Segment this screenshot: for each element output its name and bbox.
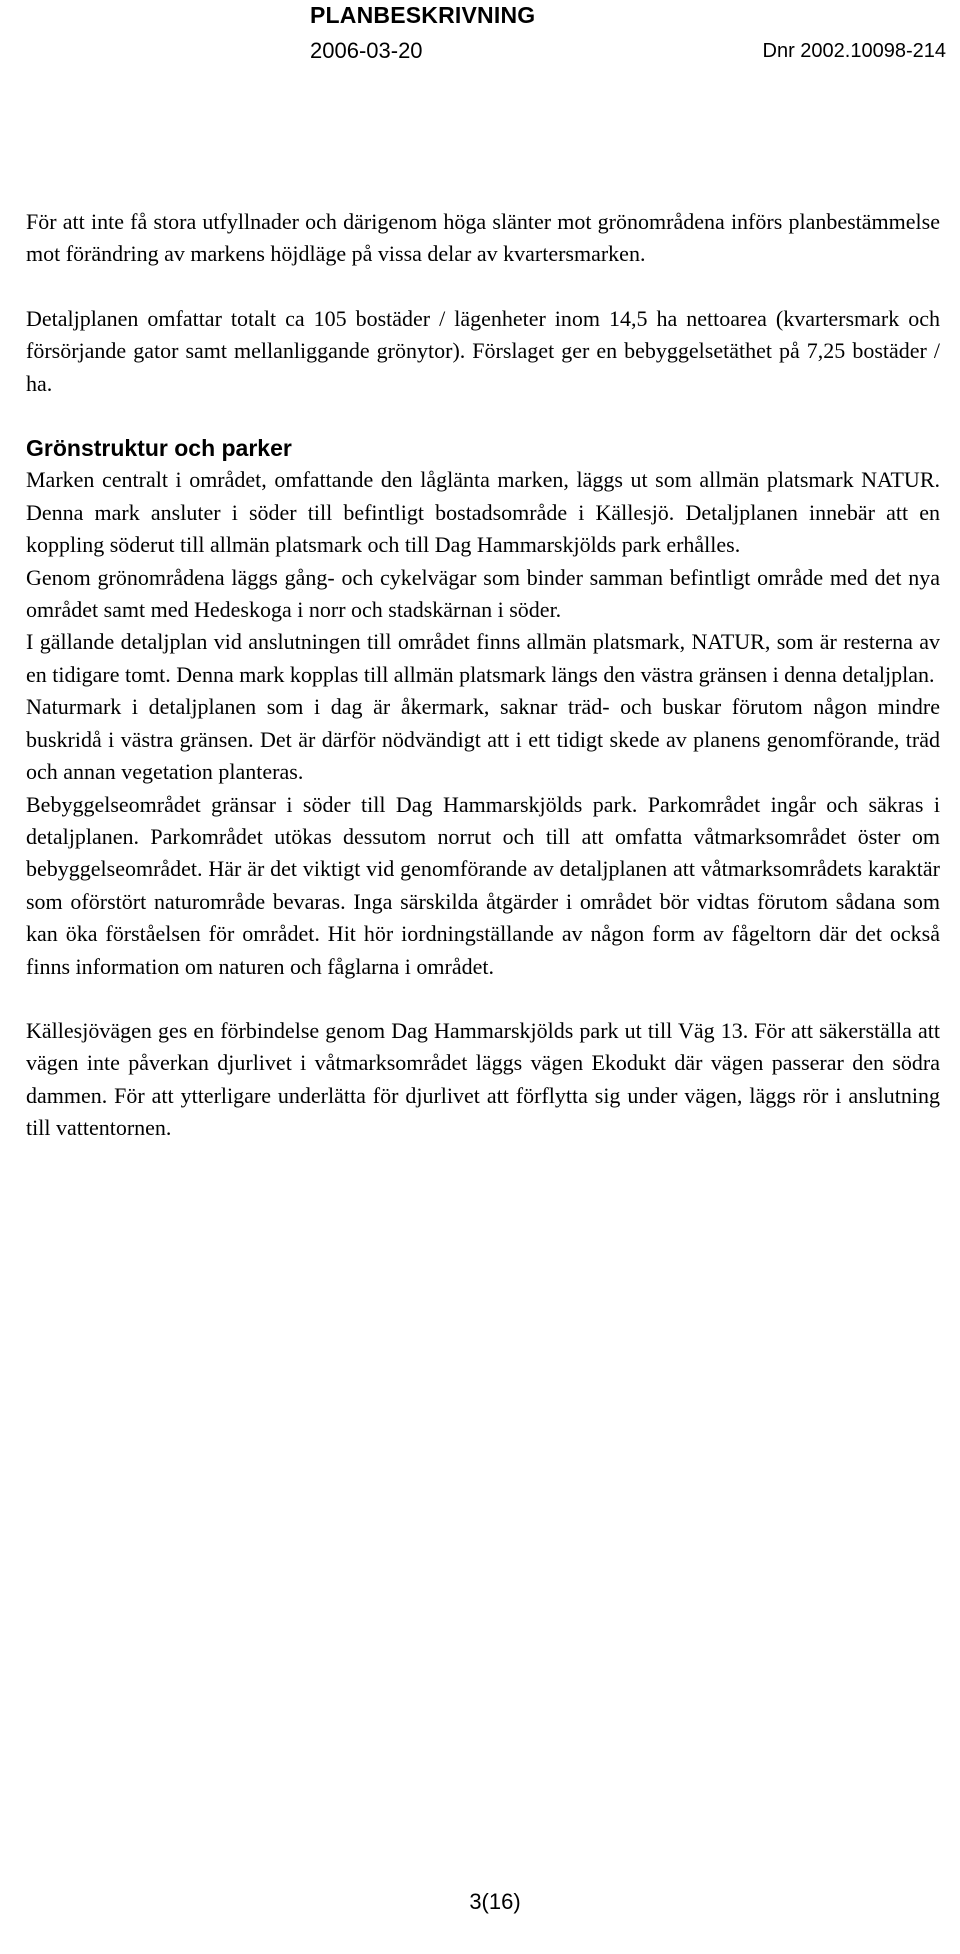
paragraph-walking-cycling-paths: Genom grönområdena läggs gång- och cykelvägar som binder samman befintligt område med det nya området samt med Hedeskoga i norr och stadskärnan i söder. xyxy=(26,564,940,623)
section-heading-green-structure: Grönstruktur och parker xyxy=(26,435,292,462)
document-title: PLANBESKRIVNING xyxy=(310,2,536,28)
document-body xyxy=(26,206,940,1145)
paragraph-housing-density: Detaljplanen omfattar totalt ca 105 bostäder / lägenheter inom 14,5 ha nettoarea (kvartersmark och försörjande gator samt mellanliggande grönytor). Förslaget ger en bebyggelsetäthet på 7,25 bostäder / ha. xyxy=(26,305,940,396)
document-reference-number: Dnr 2002.10098-214 xyxy=(762,40,946,62)
paragraph-dag-hammarskjold-park: Bebyggelseområdet gränsar i söder till Dag Hammarskjölds park. Parkområdet ingår och säkras i detaljplanen. Parkområdet utökas dessutom norrut och till att omfatta våtmarksområdet öster om bebyggelseområdet. Här är det viktigt vid genomförande av detaljplanen att våtmarksområdets karaktär som oförstört naturområde bevaras. Inga särskilda åtgärder i området bör vidtas förutom sådana som kan öka förståelsen för området. Hit hör iordningställande av någon form av fågeltorn där det också finns information om naturen och fåglarna i området. xyxy=(26,791,940,979)
paragraph-existing-plan-nature: I gällande detaljplan vid anslutningen till området finns allmän platsmark, NATUR, som är resterna av en tidigare tomt. Denna mark kopplas till allmän platsmark längs den västra gränsen i denna detaljplan. xyxy=(26,629,940,687)
page-header xyxy=(0,0,960,70)
paragraph-nature-land-planting: Naturmark i detaljplanen som i dag är åkermark, saknar träd- och buskar förutom någon mindre buskridå i västra gränsen. Det är därför nödvändigt att i ett tidigt skede av planens genomförande, träd och annan vegetation planteras. xyxy=(26,694,940,785)
document-date: 2006-03-20 xyxy=(310,38,423,63)
page-number: 3(16) xyxy=(469,1889,521,1914)
paragraph-central-nature-land: Marken centralt i området, omfattande den låglänta marken, läggs ut som allmän platsmark NATUR. Denna mark ansluter i söder till befintligt bostadsområde i Källesjö. Detaljplanen innebär att en koppling söderut till allmän platsmark och till Dag Hammarskjölds park erhålles. xyxy=(26,467,940,558)
paragraph-fill-restriction: För att inte få stora utfyllnader och därigenom höga slänter mot grönområdena införs planbestämmelse mot förändring av markens höjdläge på vissa delar av kvartersmarken. xyxy=(26,209,940,267)
paragraph-kallesjovagen-road: Källesjövägen ges en förbindelse genom Dag Hammarskjölds park ut till Väg 13. För att säkerställa att vägen inte påverkan djurlivet i våtmarksområdet läggs vägen Ekodukt där vägen passerar den södra dammen. För att ytterligare underlätta för djurlivet att förflytta sig under vägen, läggs rör i anslutning till vattentornen. xyxy=(26,1017,940,1141)
